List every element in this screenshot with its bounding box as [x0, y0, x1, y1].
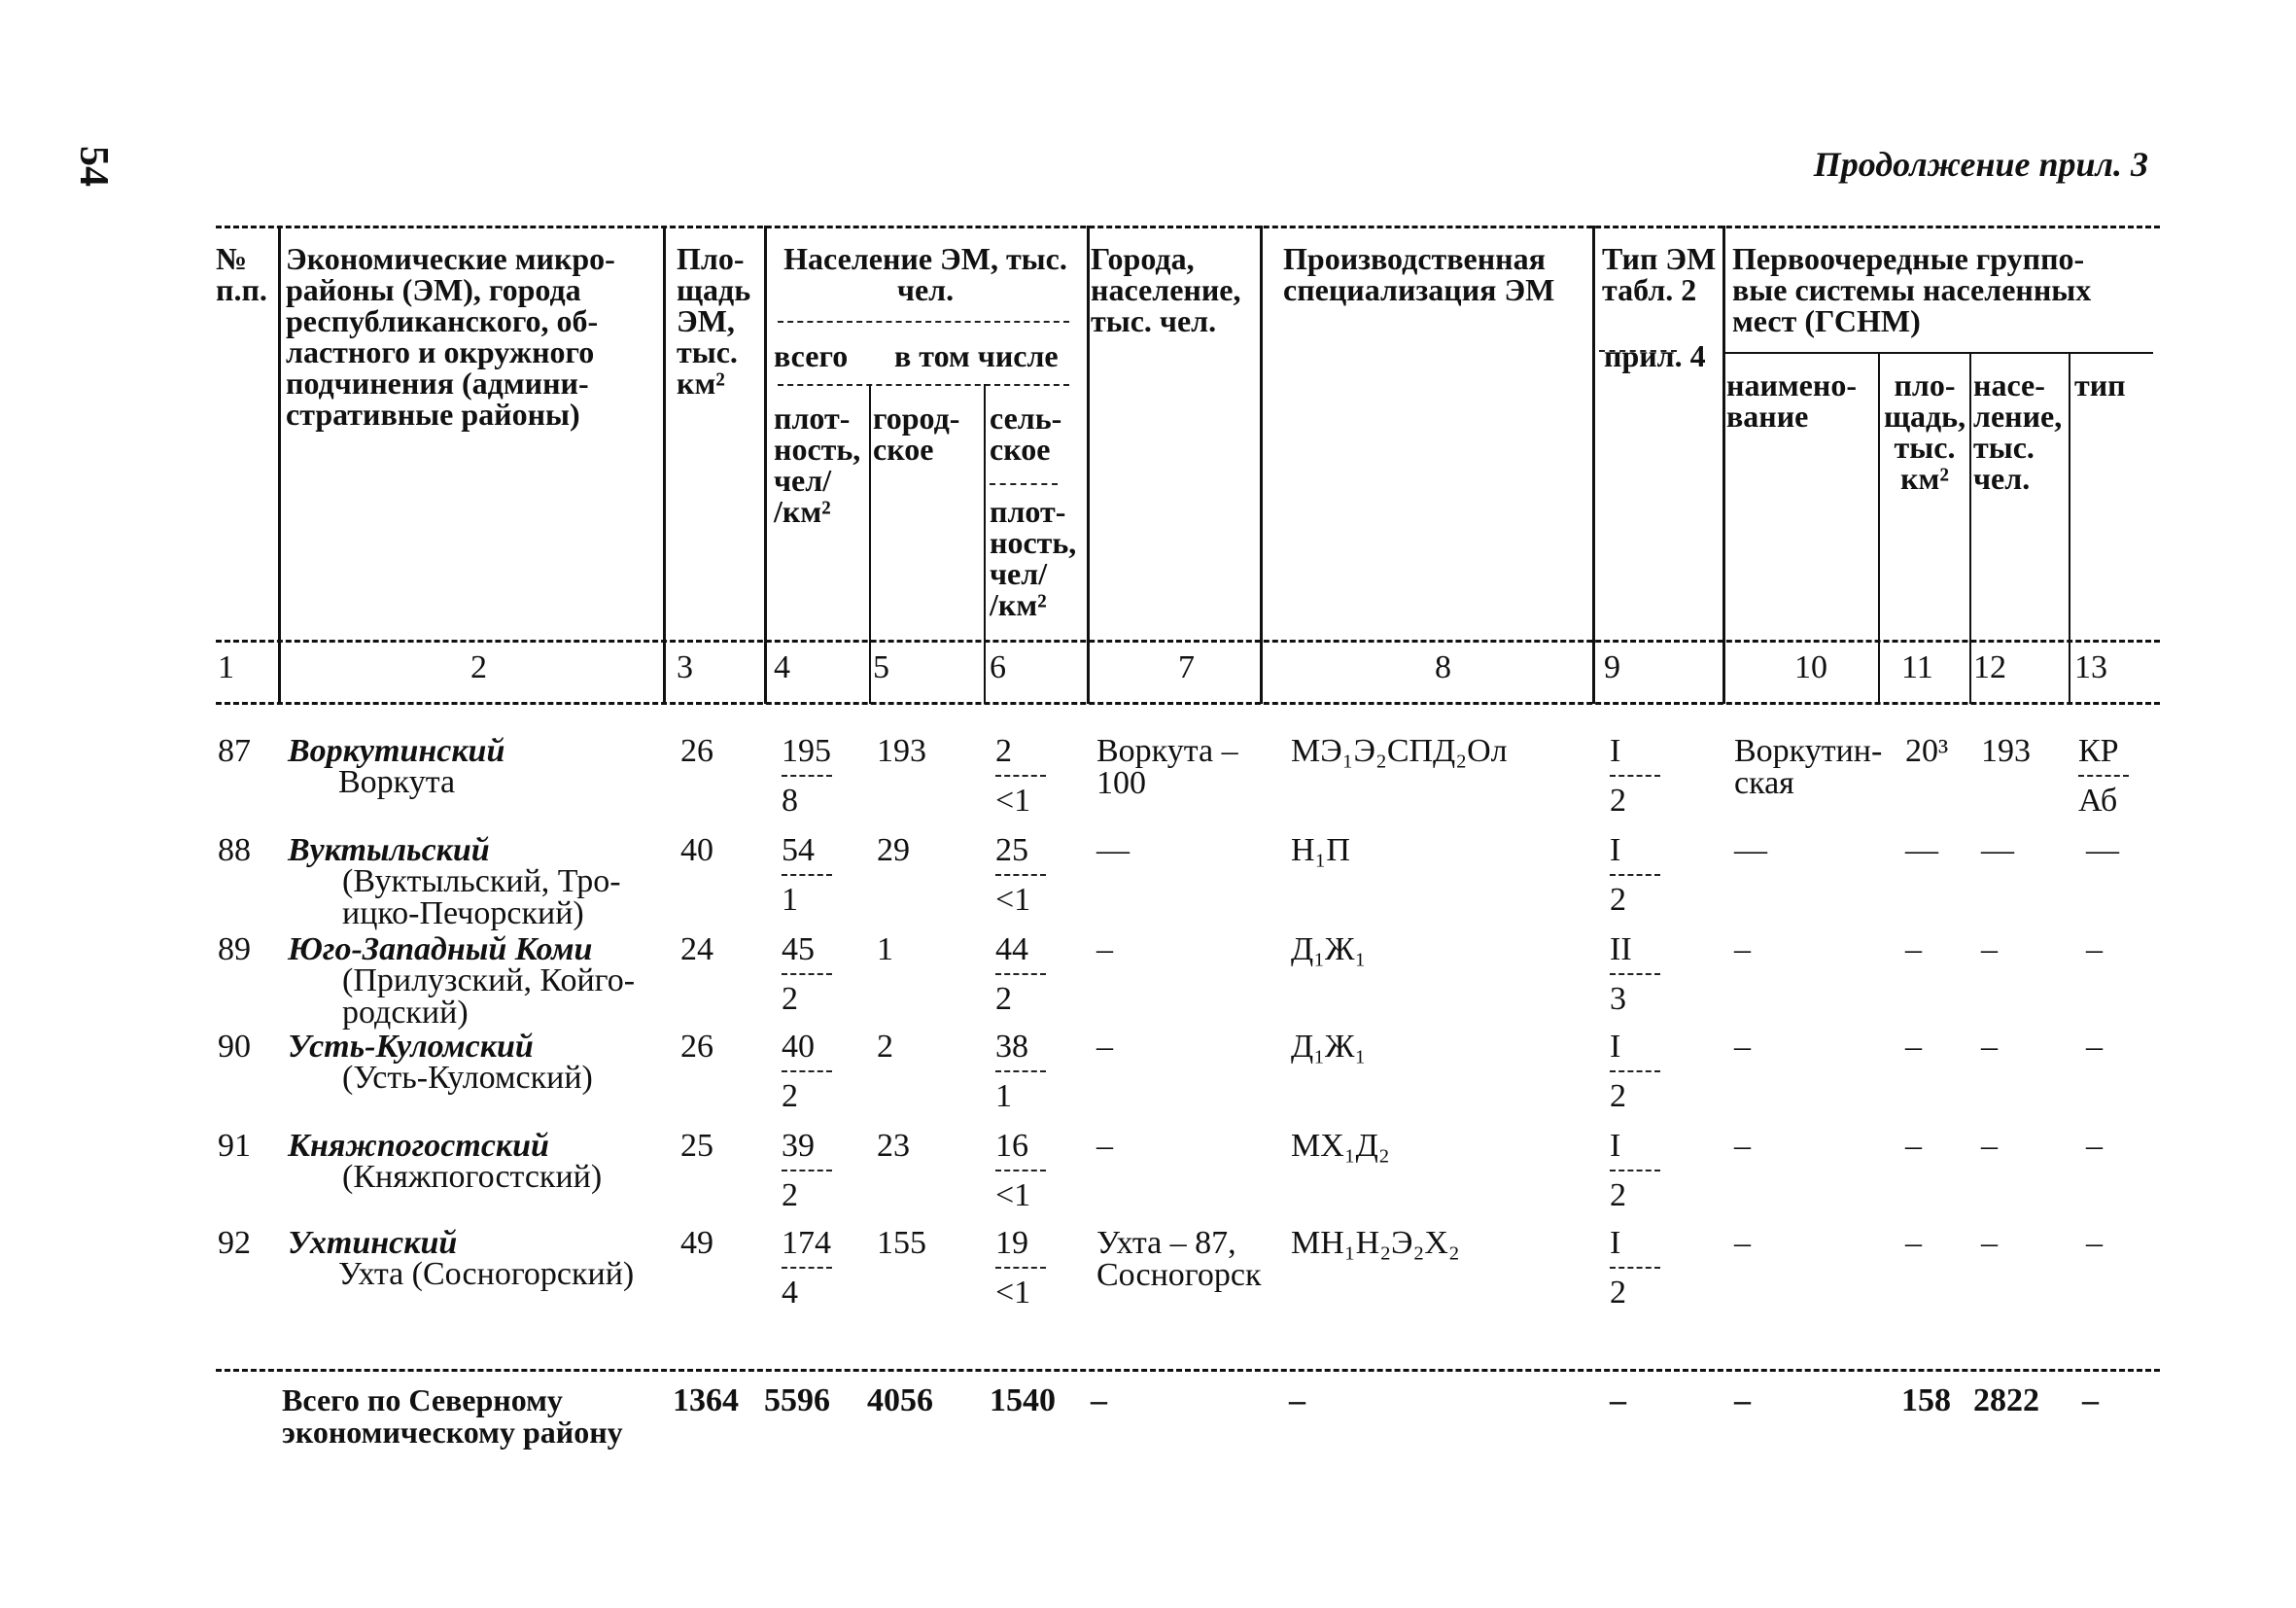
- specialization: Н₁П: [1291, 832, 1350, 868]
- col-number: 8: [1435, 649, 1451, 685]
- col-number: 2: [470, 649, 487, 685]
- population-total-numerator: 39: [782, 1128, 815, 1164]
- gsnm-sub-rule: [1725, 352, 2153, 354]
- district-name: Усть-Куломский: [288, 1029, 534, 1065]
- fraction-bar: [995, 1070, 1046, 1072]
- em-type-denominator: 2: [1610, 882, 1626, 918]
- header-col-total: всего: [774, 338, 849, 373]
- area-value: 49: [680, 1225, 713, 1261]
- total-top-rule: [216, 1369, 2160, 1372]
- rural-population-denominator: 1: [995, 1078, 1012, 1114]
- em-type: [1610, 1227, 1660, 1309]
- em-type: [1610, 933, 1660, 1015]
- vrule-7: [1722, 226, 1725, 704]
- gsnm-type: –: [2086, 1029, 2103, 1065]
- population-total: [782, 1031, 832, 1112]
- fraction-bar: [1610, 1170, 1660, 1171]
- row-number: 91: [218, 1128, 251, 1164]
- rural-population: [995, 834, 1046, 916]
- rural-population: [995, 1130, 1046, 1211]
- em-type-denominator: 2: [1610, 1078, 1626, 1114]
- district-name: Юго-Западный Коми: [288, 931, 593, 967]
- header-bottom-rule: [216, 640, 2160, 643]
- gsnm-type-numerator: КР: [2078, 733, 2119, 769]
- population-sub-rule: [778, 321, 1069, 323]
- population-total: [782, 933, 832, 1015]
- total-type: –: [1610, 1382, 1626, 1418]
- population-total-denominator: 2: [782, 1078, 798, 1114]
- gsnm-population: —: [1981, 832, 2014, 868]
- gsnm-area: –: [1905, 1225, 1922, 1261]
- specialization: МЭ₁Э₂СПД₂Ол: [1291, 733, 1508, 769]
- header-col-specialization: Производственная специализация ЭМ: [1283, 241, 1555, 307]
- district-subname: (Княжпогостский): [342, 1159, 603, 1195]
- gsnm-type: [2078, 735, 2129, 817]
- em-type: [1610, 735, 1660, 817]
- total-gsnm-name: –: [1734, 1382, 1751, 1418]
- header-col-urban: город- ское: [873, 401, 960, 467]
- header-col-density: плот- ность, чел/ /км²: [774, 401, 861, 529]
- em-type-denominator: 2: [1610, 783, 1626, 819]
- urban-population: 193: [877, 733, 926, 769]
- em-type-denominator: 3: [1610, 981, 1626, 1017]
- gsnm-area: 20³: [1905, 733, 1949, 769]
- gsnm-name: –: [1734, 1128, 1751, 1164]
- vrule-3: [764, 226, 767, 704]
- page-number: 54: [71, 146, 116, 187]
- colnum-bottom-rule: [216, 702, 2160, 705]
- gsnm-population: –: [1981, 1029, 1998, 1065]
- specialization: МХ₁Д₂: [1291, 1128, 1390, 1164]
- area-value: 26: [680, 1029, 713, 1065]
- area-value: 24: [680, 931, 713, 967]
- row-number: 89: [218, 931, 251, 967]
- header-col-cities: Города, население, тыс. чел.: [1091, 241, 1241, 338]
- em-type-numerator: I: [1610, 1029, 1621, 1065]
- header-col-population: Население ЭМ, тыс. чел.: [783, 241, 1067, 307]
- urban-population: 1: [877, 931, 893, 967]
- fraction-bar: [782, 1267, 832, 1269]
- population-total-numerator: 45: [782, 931, 815, 967]
- population-total: [782, 834, 832, 916]
- header-col-districts: Экономические микро- районы (ЭМ), города республиканского, об- ластного и окружного подчинения (админи- стративные районы): [286, 241, 615, 432]
- district-subname: Ухта (Сосногорский): [338, 1256, 635, 1292]
- rural-population-numerator: 25: [995, 832, 1028, 868]
- fraction-bar: [1610, 775, 1660, 777]
- total-gsnm-type: –: [2082, 1382, 2099, 1418]
- header-col-including: в том числе: [894, 338, 1059, 373]
- gsnm-type-denominator: Аб: [2078, 783, 2118, 819]
- gsnm-name: –: [1734, 1225, 1751, 1261]
- total-gsnm-area: 158: [1901, 1382, 1951, 1418]
- gsnm-type: —: [2086, 832, 2119, 868]
- header-col-gsnm: Первоочередные группо- вые системы населенных мест (ГСНМ): [1732, 241, 2092, 338]
- specialization: Д₁Ж₁: [1291, 1029, 1367, 1065]
- urban-population: 29: [877, 832, 910, 868]
- gsnm-area: —: [1905, 832, 1938, 868]
- gsnm-area: –: [1905, 931, 1922, 967]
- district-name: Вуктыльский: [288, 832, 490, 868]
- fraction-bar: [1610, 973, 1660, 975]
- rural-population: [995, 1227, 1046, 1309]
- specialization: МН₁Н₂Э₂Х₂: [1291, 1225, 1460, 1261]
- col-number: 7: [1178, 649, 1195, 685]
- cities-value: –: [1096, 1029, 1113, 1065]
- vrule-2: [663, 226, 666, 704]
- rural-population-denominator: <1: [995, 1275, 1031, 1311]
- col-number: 5: [873, 649, 889, 685]
- fraction-bar: [782, 1070, 832, 1072]
- population-total: [782, 1227, 832, 1309]
- gsnm-population: –: [1981, 1128, 1998, 1164]
- gsnm-name: —: [1734, 832, 1767, 868]
- cities-value: –: [1096, 931, 1113, 967]
- em-type: [1610, 1130, 1660, 1211]
- header-col-type-ref: прил. 4: [1604, 338, 1706, 373]
- header-col-gsnm-name: наимено- вание: [1726, 367, 1857, 434]
- fraction-bar: [1610, 1267, 1660, 1269]
- row-number: 87: [218, 733, 251, 769]
- fraction-bar: [995, 874, 1046, 876]
- total-specialization: –: [1289, 1382, 1305, 1418]
- fraction-bar: [1610, 1070, 1660, 1072]
- header-col-no: № п.п.: [216, 241, 267, 307]
- population-total-numerator: 174: [782, 1225, 831, 1261]
- population-total: [782, 1130, 832, 1211]
- rural-sub-rule: [990, 483, 1058, 485]
- header-col-gsnm-area: пло- щадь, тыс. км²: [1883, 367, 1966, 496]
- vrule-4: [1087, 226, 1090, 704]
- em-type-numerator: II: [1610, 931, 1632, 967]
- em-type-denominator: 2: [1610, 1275, 1626, 1311]
- header-col-rural: сель- ское: [990, 401, 1062, 467]
- em-type-denominator: 2: [1610, 1177, 1626, 1213]
- em-type: [1610, 834, 1660, 916]
- col-number: 10: [1794, 649, 1827, 685]
- fraction-bar: [995, 1170, 1046, 1171]
- population-total-numerator: 195: [782, 733, 831, 769]
- population-total-denominator: 8: [782, 783, 798, 819]
- em-type-numerator: I: [1610, 1225, 1621, 1261]
- gsnm-population: –: [1981, 931, 1998, 967]
- fraction-bar: [1610, 874, 1660, 876]
- col-number: 11: [1901, 649, 1933, 685]
- population-total-denominator: 1: [782, 882, 798, 918]
- gsnm-type: –: [2086, 931, 2103, 967]
- col-number: 12: [1973, 649, 2006, 685]
- em-type-numerator: I: [1610, 832, 1621, 868]
- gsnm-type: –: [2086, 1225, 2103, 1261]
- rural-population: [995, 735, 1046, 817]
- gsnm-population: 193: [1981, 733, 2031, 769]
- total-area: 1364: [673, 1382, 739, 1418]
- em-type: [1610, 1031, 1660, 1112]
- gsnm-name: Воркутин- ская: [1734, 733, 1883, 801]
- rural-population-numerator: 44: [995, 931, 1028, 967]
- cities-value: –: [1096, 1128, 1113, 1164]
- rural-population-numerator: 2: [995, 733, 1012, 769]
- density-sub-rule: [778, 384, 1069, 386]
- header-col-gsnm-pop: насе- ление, тыс. чел.: [1973, 367, 2063, 496]
- total-label: Всего по Северному экономическому району: [282, 1382, 623, 1450]
- gsnm-name: –: [1734, 931, 1751, 967]
- em-type-numerator: I: [1610, 1128, 1621, 1164]
- rural-population: [995, 933, 1046, 1015]
- vrule-5: [1260, 226, 1263, 704]
- row-number: 92: [218, 1225, 251, 1261]
- vrule-4a: [869, 384, 871, 704]
- fraction-bar: [995, 1267, 1046, 1269]
- total-rural: 1540: [990, 1382, 1056, 1418]
- vrule-10b: [1969, 352, 1971, 704]
- cities-value: Ухта – 87, Сосногорск: [1096, 1225, 1262, 1293]
- cities-value: Воркута – 100: [1096, 733, 1238, 801]
- continuation-label: Продолжение прил. 3: [1813, 145, 2148, 184]
- col-number: 9: [1604, 649, 1620, 685]
- area-value: 40: [680, 832, 713, 868]
- rural-population-denominator: <1: [995, 1177, 1031, 1213]
- district-subname: Воркута: [338, 764, 456, 800]
- population-total-numerator: 54: [782, 832, 815, 868]
- urban-population: 155: [877, 1225, 926, 1261]
- area-value: 26: [680, 733, 713, 769]
- col-number: 3: [677, 649, 693, 685]
- em-type-numerator: I: [1610, 733, 1621, 769]
- district-name: Княжпогостский: [288, 1128, 549, 1164]
- col-number: 13: [2074, 649, 2107, 685]
- district-subname: (Прилузский, Койго- родский): [342, 962, 636, 1031]
- district-name: Ухтинский: [288, 1225, 458, 1261]
- fraction-bar: [782, 973, 832, 975]
- population-total-denominator: 2: [782, 1177, 798, 1213]
- total-population: 5596: [764, 1382, 830, 1418]
- gsnm-population: –: [1981, 1225, 1998, 1261]
- vrule-1: [278, 226, 281, 704]
- urban-population: 23: [877, 1128, 910, 1164]
- rural-population-numerator: 16: [995, 1128, 1028, 1164]
- header-col-rural-density: плот- ность, чел/ /км²: [990, 494, 1077, 622]
- rural-population-denominator: <1: [995, 882, 1031, 918]
- district-subname: (Усть-Куломский): [342, 1060, 593, 1096]
- fraction-bar: [782, 874, 832, 876]
- population-total-numerator: 40: [782, 1029, 815, 1065]
- gsnm-area: –: [1905, 1029, 1922, 1065]
- total-urban: 4056: [867, 1382, 933, 1418]
- population-total-denominator: 4: [782, 1275, 798, 1311]
- urban-population: 2: [877, 1029, 893, 1065]
- population-total: [782, 735, 832, 817]
- rural-population-numerator: 38: [995, 1029, 1028, 1065]
- district-subname: (Вуктыльский, Тро- ицко-Печорский): [342, 863, 621, 931]
- fraction-bar: [2078, 775, 2129, 777]
- area-value: 25: [680, 1128, 713, 1164]
- fraction-bar: [995, 973, 1046, 975]
- rural-population-denominator: <1: [995, 783, 1031, 819]
- fraction-bar: [782, 1170, 832, 1171]
- col-number: 6: [990, 649, 1006, 685]
- gsnm-type: –: [2086, 1128, 2103, 1164]
- header-col-gsnm-type: тип: [2074, 367, 2126, 402]
- population-total-denominator: 2: [782, 981, 798, 1017]
- total-gsnm-pop: 2822: [1973, 1382, 2039, 1418]
- gsnm-area: –: [1905, 1128, 1922, 1164]
- fraction-bar: [995, 775, 1046, 777]
- gsnm-name: –: [1734, 1029, 1751, 1065]
- district-name: Воркутинский: [288, 733, 505, 769]
- vrule-10c: [2069, 352, 2070, 704]
- row-number: 90: [218, 1029, 251, 1065]
- header-col-type: Тип ЭМ табл. 2: [1602, 241, 1717, 307]
- col-number: 4: [774, 649, 790, 685]
- cities-value: —: [1096, 832, 1130, 868]
- row-number: 88: [218, 832, 251, 868]
- fraction-bar: [782, 775, 832, 777]
- rural-population-numerator: 19: [995, 1225, 1028, 1261]
- col-number: 1: [218, 649, 234, 685]
- rural-population-denominator: 2: [995, 981, 1012, 1017]
- rural-population: [995, 1031, 1046, 1112]
- specialization: Д₁Ж₁: [1291, 931, 1367, 967]
- total-cities: –: [1091, 1382, 1107, 1418]
- vrule-4b: [984, 384, 986, 704]
- table-top-rule: [216, 226, 2160, 228]
- vrule-6: [1592, 226, 1595, 704]
- header-col-area: Пло- щадь ЭМ, тыс. км²: [677, 241, 751, 401]
